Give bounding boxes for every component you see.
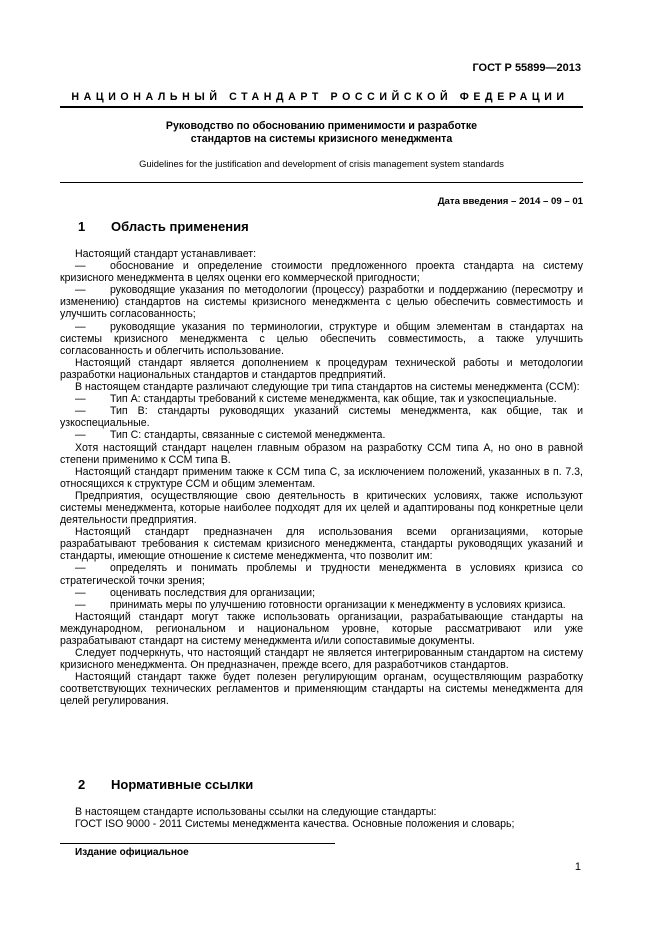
section-2-number: 2	[78, 777, 86, 792]
page-number: 1	[574, 861, 581, 873]
footer-rule	[60, 843, 335, 844]
paragraph-text: Тип А: стандарты требований к системе менеджмента, как общие, так и узкоспециальные.	[110, 393, 557, 406]
list-dash: —	[75, 405, 86, 418]
section-2-title: Нормативные ссылки	[111, 777, 254, 792]
paragraph-text: определять и понимать проблемы и трудности менеджмента в условиях кризиса со стратегической точки зрения;	[60, 562, 583, 587]
paragraph-text: принимать меры по улучшению готовности организации к менеджменту в условиях кризиса.	[110, 598, 566, 611]
list-dash: —	[75, 429, 86, 442]
paragraph	[60, 611, 583, 647]
section-1-title: Область применения	[111, 219, 249, 234]
paragraph-text: Следует подчеркнуть, что настоящий стандарт не является интегрированным стандартом на систему кризисного менеджмента. Он предназначен, прежде всего, для разработчиков стандартов.	[60, 647, 583, 672]
list-dash: —	[75, 586, 86, 599]
paragraph: В настоящем стандарте использованы ссылки на следующие стандарты:	[75, 806, 437, 818]
list-item	[60, 429, 583, 441]
paragraph	[60, 442, 583, 466]
section-1-number: 1	[78, 219, 86, 234]
list-dash: —	[75, 598, 86, 611]
paragraph	[60, 248, 583, 260]
paragraph-text: Настоящий стандарт также будет полезен регулирующим органам, осуществляющим разработку соответствующих технических регламентов и применяющим стандарты на системы менеджмента для целей регулирования.	[60, 671, 583, 708]
list-dash: —	[75, 260, 86, 273]
paragraph-text: Настоящий стандарт предназначен для использования всеми организациями, которые разрабатывают требования к системам кризисного менеджмента, стандарты руководящих указаний и стандарты, имеющие отношение к системе менеджмента, что позволит им:	[60, 526, 583, 563]
title-rule	[60, 182, 583, 183]
list-dash: —	[75, 393, 86, 406]
paragraph	[60, 381, 583, 393]
list-item	[60, 393, 583, 405]
title-line-1: Руководство по обоснованию применимости и разработке	[165, 120, 478, 132]
paragraph-text: руководящие указания по терминологии, структуре и общим элементам в стандартах на системы кризисного менеджмента с целью обеспечить совместимость, а также улучшить согласованность и облегчить использование.	[60, 320, 583, 357]
paragraph-text: Настоящий стандарт применим также к ССМ типа С, за исключением положений, указанных в п. 7.3, относящихся к структуре ССМ и общим элементам.	[60, 465, 583, 490]
section-1-body	[60, 248, 583, 708]
paragraph: ГОСТ ISO 9000 - 2011 Системы менеджмента качества. Основные положения и словарь;	[75, 818, 515, 831]
list-item	[60, 562, 583, 586]
standard-title	[60, 120, 583, 146]
paragraph	[60, 357, 583, 381]
list-dash: —	[75, 562, 86, 575]
paragraph-text: Предприятия, осуществляющие свою деятельность в критических условиях, также используют системы менеджмента, которые наиболее подходят для их целей и адаптированы под конкретные цели деятельности предприятия.	[60, 489, 583, 527]
list-item	[60, 321, 583, 357]
paragraph-text: руководящие указания по методологии (процессу) разработки и поддержанию (пересмотру и изменению) стандартов на системы кризисного менеджмента с целью обеспечить совместимость и улучшить согласованность;	[60, 284, 583, 321]
paragraph	[60, 526, 583, 562]
section-2-body	[60, 806, 583, 830]
paragraph-text: обоснование и определение стоимости предложенного проекта стандарта на систему кризисного менеджмента в целях оценки его коммерческой пригодности;	[60, 260, 583, 285]
list-dash: —	[75, 284, 86, 297]
paragraph-text: Настоящий стандарт является дополнением к процедурам технической работы и методологии разработки национальных стандартов и стандартов предприятий.	[60, 356, 583, 381]
paragraph-text: Тип С: стандарты, связанные с системой менеджмента.	[110, 429, 386, 442]
list-dash: —	[75, 320, 86, 333]
header-rule	[60, 106, 583, 108]
document-code: ГОСТ Р 55899—2013	[472, 62, 581, 74]
section-2-heading	[78, 777, 253, 792]
introduction-date: Дата введения – 2014 – 09 – 01	[437, 196, 583, 207]
list-item	[60, 599, 583, 611]
paragraph-text: Хотя настоящий стандарт нацелен главным образом на разработку ССМ типа А, но оно в равной степени применимо к ССМ типа В.	[60, 441, 583, 466]
paragraph-text: В настоящем стандарте различают следующие три типа стандартов на системы менеджмента (CCM):	[75, 381, 580, 394]
english-title: Guidelines for the justification and development of crisis management system standards	[139, 158, 504, 169]
paragraph	[60, 647, 583, 671]
paragraph-text: оценивать последствия для организации;	[110, 586, 316, 599]
paragraph-text: Настоящий стандарт могут также использовать организации, разрабатывающие стандарты на международном, региональном и национальном уровне, которые рассматривают или уже разрабатывают стандарт на систему менеджмента и/или сопоставимые документы.	[60, 610, 583, 647]
paragraph	[60, 490, 583, 526]
national-standard-title: НАЦИОНАЛЬНЫЙ СТАНДАРТ РОССИЙСКОЙ ФЕДЕРАЦИИ	[71, 91, 569, 103]
official-edition-label: Издание официальное	[75, 847, 189, 858]
paragraph-text: Настоящий стандарт устанавливает:	[75, 248, 257, 260]
paragraph-text: Тип В: стандарты руководящих указаний системы менеджмента, как общие, так и узкоспециальные.	[60, 405, 583, 430]
list-item	[60, 587, 583, 599]
list-item	[60, 405, 583, 429]
paragraph	[60, 671, 583, 707]
section-1-heading	[78, 219, 249, 234]
list-item	[60, 284, 583, 320]
paragraph	[60, 466, 583, 490]
list-item	[60, 260, 583, 284]
title-line-2: стандартов на системы кризисного менеджмента	[190, 133, 453, 145]
